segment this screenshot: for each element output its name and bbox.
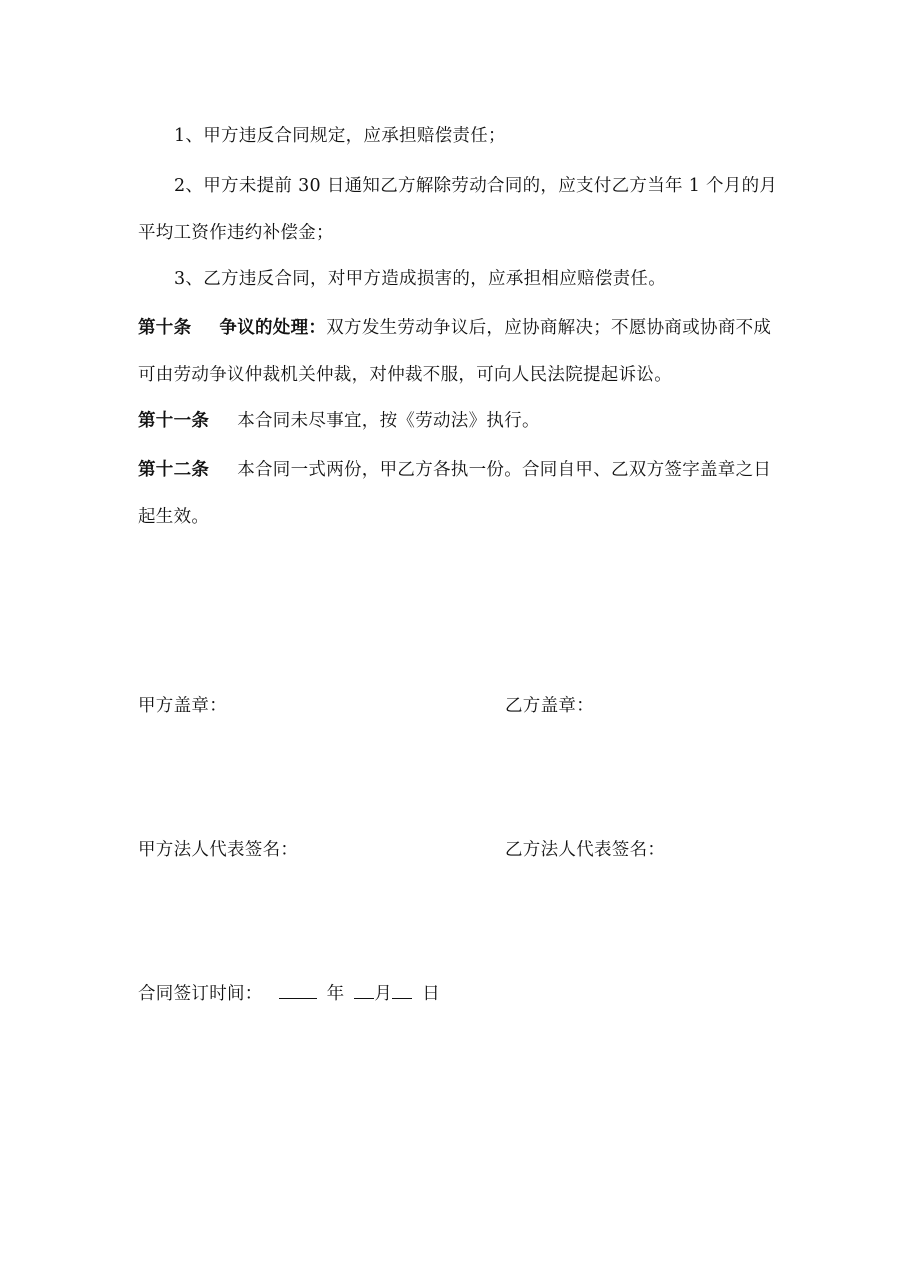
article-12-number: 第十二条 — [138, 460, 210, 480]
article-10-line-2: 可由劳动争议仲裁机关仲裁，对仲裁不服，可向人民法院提起诉讼。 — [138, 365, 672, 385]
sign-date-line — [138, 980, 440, 1006]
party-a-representative-label: 甲方法人代表签名： — [138, 840, 299, 860]
month-unit: 月 — [374, 984, 393, 1004]
clause-item-1: 1、甲方违反合同规定，应承担赔偿责任； — [174, 126, 506, 146]
article-11-number: 第十一条 — [138, 411, 210, 431]
party-b-seal-label: 乙方盖章： — [505, 696, 594, 716]
article-10-number: 第十条 — [138, 318, 192, 338]
article-10-text-1: 双方发生劳动争议后，应协商解决；不愿协商或协商不成 — [326, 318, 772, 338]
clause-item-2-line-2: 平均工资作违约补偿金； — [138, 223, 334, 243]
month-blank[interactable] — [354, 980, 374, 999]
day-blank[interactable] — [392, 980, 412, 999]
article-11 — [138, 409, 540, 433]
year-blank[interactable] — [279, 980, 317, 999]
day-unit: 日 — [422, 984, 441, 1004]
article-12-line-2: 起生效。 — [138, 507, 210, 527]
party-b-representative-label: 乙方法人代表签名： — [505, 840, 666, 860]
article-10-heading: 争议的处理： — [219, 318, 327, 338]
article-11-text: 本合同未尽事宜，按《劳动法》执行。 — [237, 411, 540, 431]
article-12-line-1 — [138, 458, 771, 482]
year-unit: 年 — [326, 984, 345, 1004]
article-12-text-1: 本合同一式两份，甲乙方各执一份。合同自甲、乙双方签字盖章之日 — [237, 460, 772, 480]
party-a-seal-label: 甲方盖章： — [138, 696, 227, 716]
clause-item-3: 3、乙方违反合同，对甲方造成损害的，应承担相应赔偿责任。 — [174, 269, 667, 289]
sign-date-label: 合同签订时间： — [138, 984, 263, 1004]
article-10-line-1 — [138, 316, 771, 340]
clause-item-2-line-1: 2、甲方未提前 30 日通知乙方解除劳动合同的，应支付乙方当年 1 个月的月 — [174, 176, 778, 196]
